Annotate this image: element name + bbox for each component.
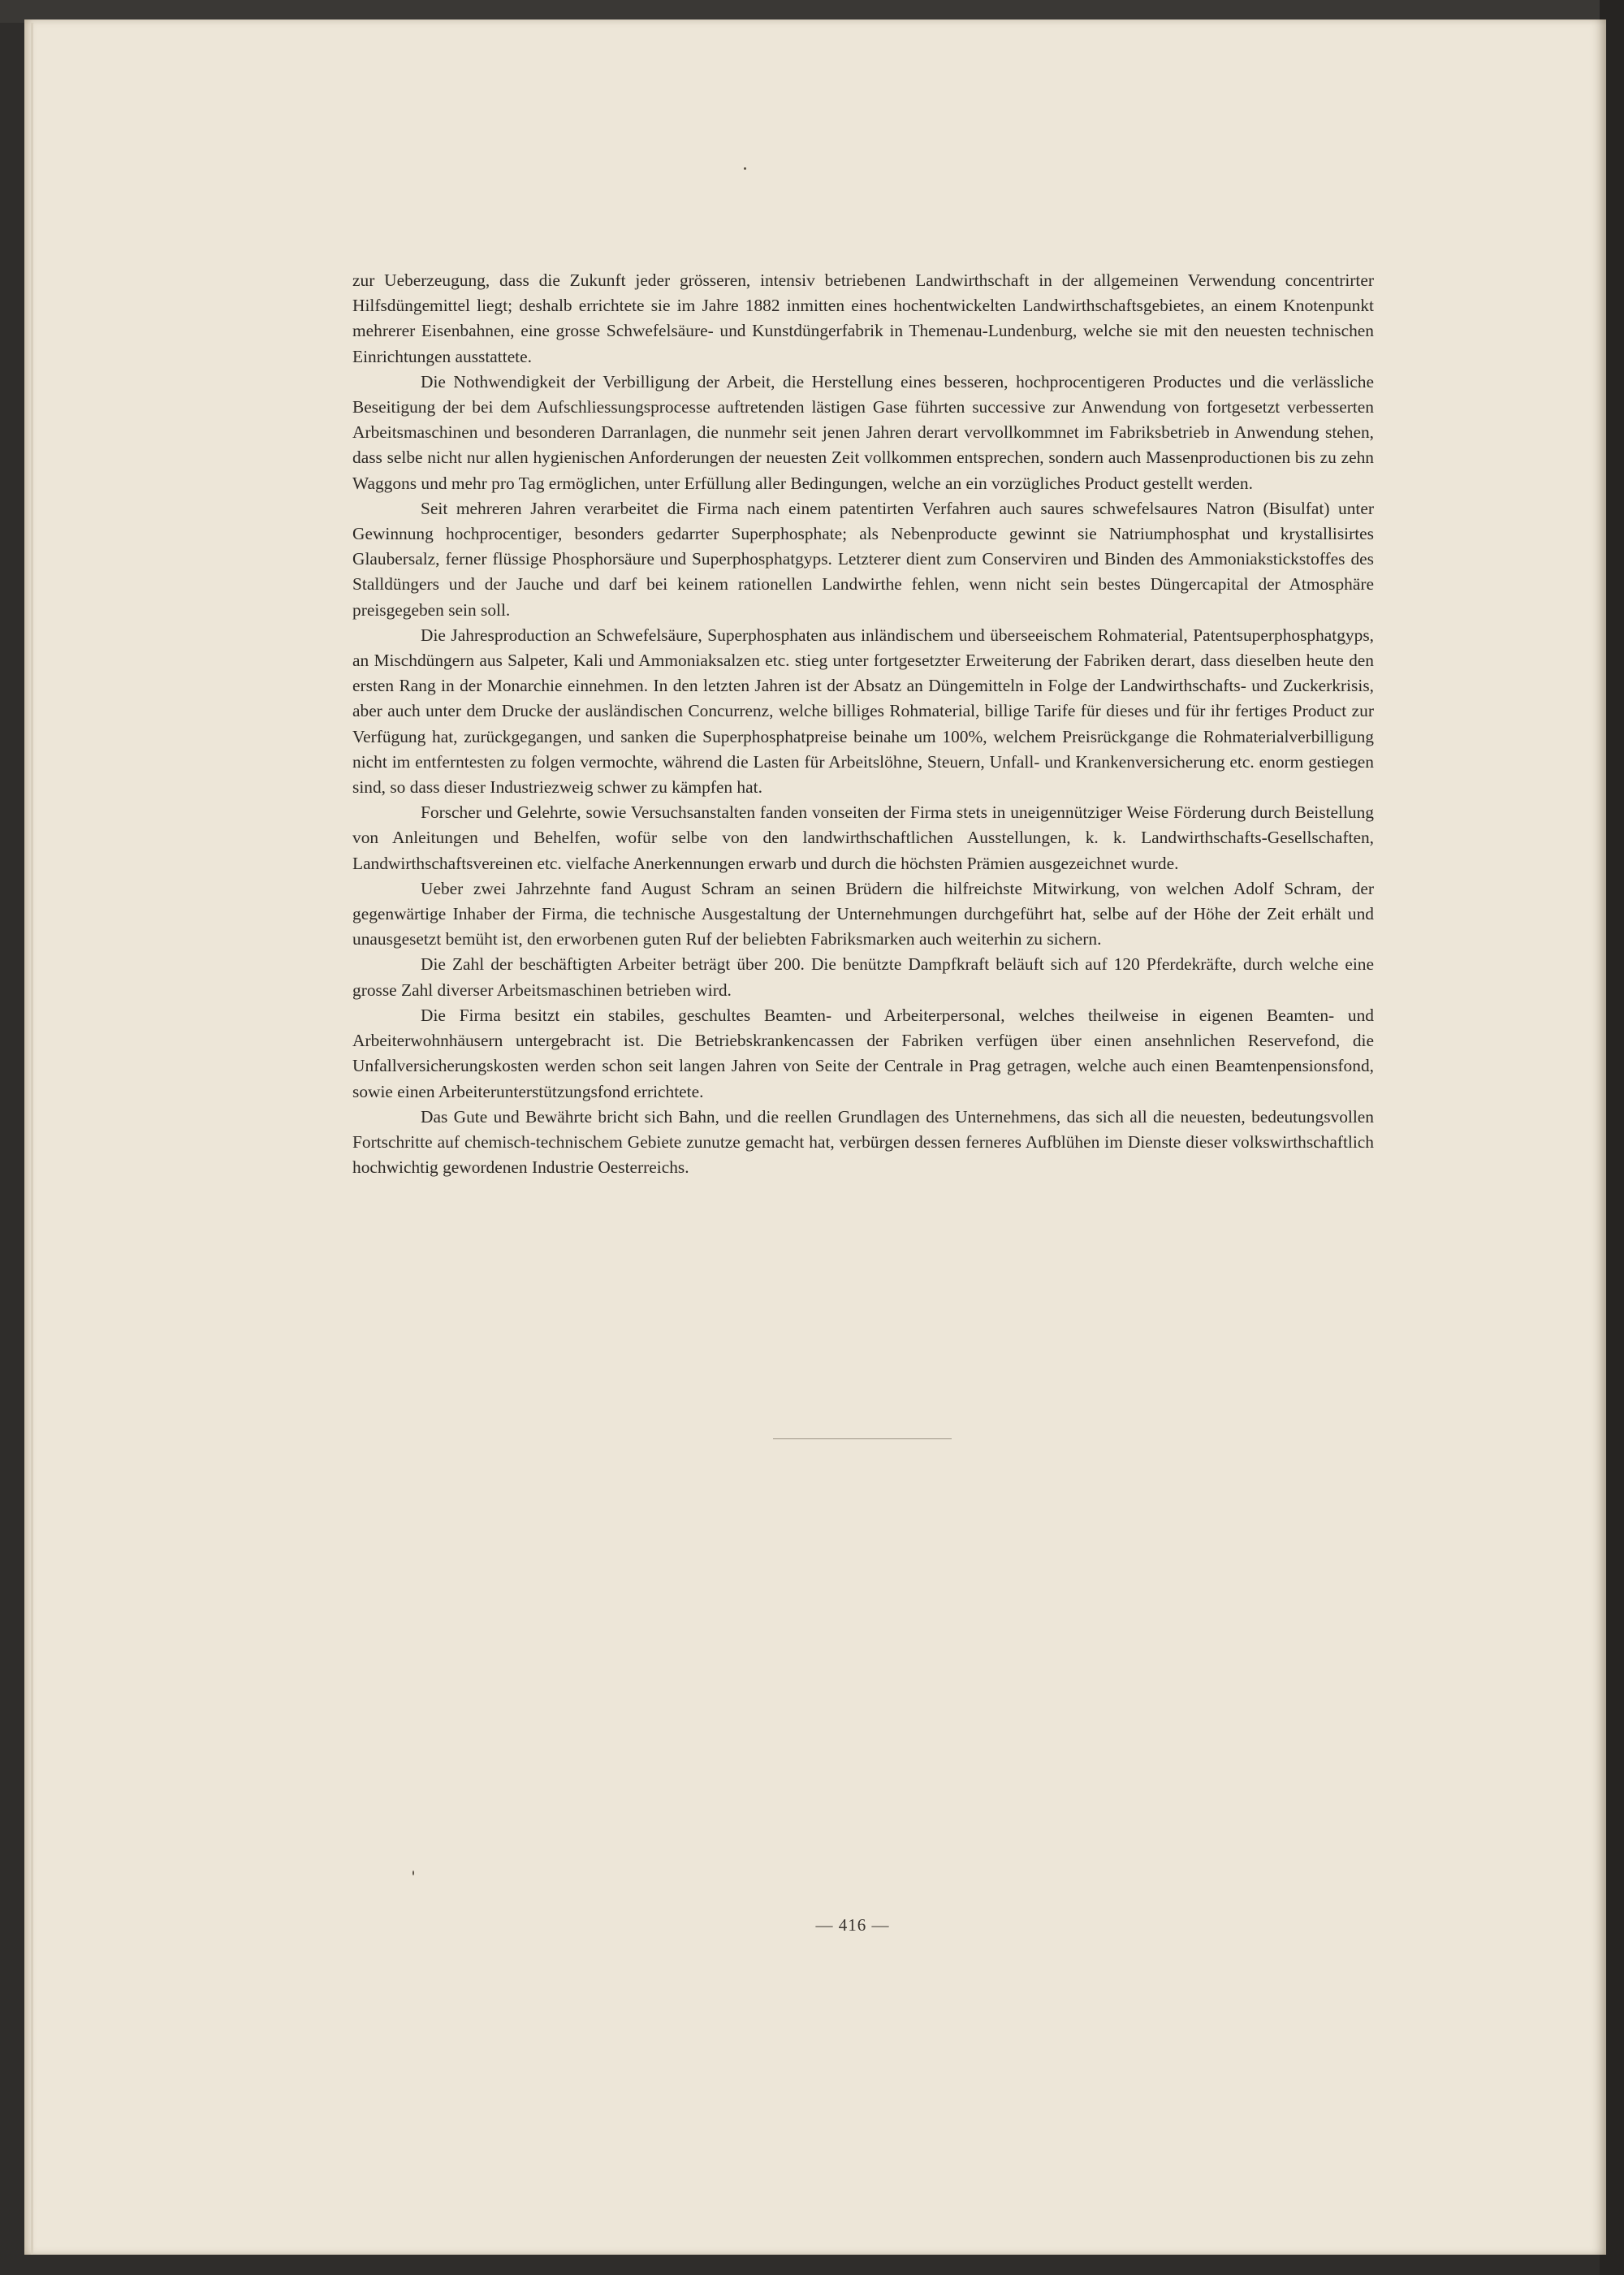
paragraph: Die Firma besitzt ein stabiles, geschultes Beamten- und Arbeiterpersonal, welches theilweise in eigenen Beamten- und Arbeiterwohnhäusern untergebracht ist. Die Betriebskrankencassen der Fabriken verfügen über einen ansehnlichen Reservefond, die Unfallversicherungskosten werden schon seit langen Jahren von Seite der Centrale in Prag getragen, welche auch einen Beamtenpensionsfond, sowie einen Arbeiterunterstützungsfond errichtete.: [352, 1005, 1374, 1101]
page-gutter-edge: [31, 23, 33, 2255]
paragraph: Seit mehreren Jahren verarbeitet die Firma nach einem patentirten Verfahren auch saures schwefelsaures Natron (Bisulfat) unter Gewinnung hochprocentiger, besonders gedarrter Superphosphate; als Nebenproducte gewinnt sie Natriumphosphat und krystallisirtes Glaubersalz, ferner flüssige Phosphorsäure und Superphosphatgyps. Letzterer dient zum Conserviren und Binden des Ammoniakstickstoffes des Stalldüngers und der Jauche und darf bei keinem rationellen Landwirthe fehlen, wenn nicht sein bestes Düngercapital der Atmosphäre preisgegeben sein soll.: [352, 498, 1374, 620]
paragraph: Die Zahl der beschäftigten Arbeiter beträgt über 200. Die benützte Dampfkraft beläuft sich auf 120 Pferdekräfte, durch welche eine grosse Zahl diverser Arbeitsmaschinen betrieben wird.: [352, 954, 1374, 1000]
paragraph: Ueber zwei Jahrzehnte fand August Schram an seinen Brüdern die hilfreichste Mitwirkung, von welchen Adolf Schram, der gegenwärtige Inhaber der Firma, die technische Ausgestaltung der Unternehmungen durchgeführt hat, selbe auf der Höhe der Zeit erhält und unausgesetzt bemüht ist, den erworbenen guten Ruf der beliebten Fabriksmarken auch weiterhin zu sichern.: [352, 878, 1374, 949]
paragraph: Das Gute und Bewährte bricht sich Bahn, und die reellen Grundlagen des Unternehmens, das sich all die neuesten, bedeutungsvollen Fortschritte auf chemisch-technischem Gebiete zunutze gemacht hat, verbürgen dessen ferneres Aufblühen im Dienste dieser volkswirthschaftlich hochwichtig gewordenen Industrie Oesterreichs.: [352, 1106, 1374, 1178]
paragraph: Forscher und Gelehrte, sowie Versuchsanstalten fanden vonseiten der Firma stets in uneigennütziger Weise Förderung durch Beistellung von Anleitungen und Behelfen, wofür selbe von den landwirthschaftlichen Ausstellungen, k. k. Landwirthschafts-Gesellschaften, Landwirthschaftsvereinen etc. vielfache Anerkennungen erwarb und durch die höchsten Prämien ausgezeichnet wurde.: [352, 802, 1374, 873]
paragraph: zur Ueberzeugung, dass die Zukunft jeder grösseren, intensiv betriebenen Landwirthschaft in der allgemeinen Verwendung concentrirter Hilfsdüngemittel liegt; deshalb errichtete sie im Jahre 1882 inmitten eines hochentwickelten Landwirthschaftsgebietes, an einem Knotenpunkt mehrerer Eisenbahnen, eine grosse Schwefelsäure- und Kunstdüngerfabrik in Themenau-Lundenburg, welche sie mit den neuesten technischen Einrichtungen ausstattete.: [352, 270, 1374, 366]
page-number: — 416 —: [815, 1915, 890, 1935]
paper-speck: [744, 167, 746, 170]
paragraph: Die Nothwendigkeit der Verbilligung der Arbeit, die Herstellung eines besseren, hochprocentigeren Productes und die verlässliche Beseitigung der bei dem Aufschliessungsprocesse auftretenden lästigen Gase führten successive zur Anwendung von fortgesetzt verbesserten Arbeitsmaschinen und besonderen Darranlagen, die nunmehr seit jenen Jahren derart vervollkommnet im Fabriksbetrieb in Anwendung stehen, dass selbe nicht nur allen hygienischen Anforderungen der neuesten Zeit vollkommen entsprechen, sondern auch Massenproductionen bis zu zehn Waggons und mehr pro Tag ermöglichen, unter Erfüllung aller Bedingungen, welche an ein vorzügliches Product gestellt werden.: [352, 371, 1374, 493]
paragraph: Die Jahresproduction an Schwefelsäure, Superphosphaten aus inländischem und überseeischem Rohmaterial, Patentsuperphosphatgyps, an Mischdüngern aus Salpeter, Kali und Ammoniaksalzen etc. stieg unter fortgesetzter Erweiterung der Fabriken derart, dass dieselben heute den ersten Rang in der Monarchie einnehmen. In den letzten Jahren ist der Absatz an Düngemitteln in Folge der Landwirthschafts- und Zuckerkrisis, aber auch unter dem Drucke der ausländischen Concurrenz, welche billiges Rohmaterial, billige Tarife für dieses und für ihr fertiges Product zur Verfügung hat, zurückgegangen, und sanken die Superphosphatpreise beinahe um 100%, welchem Preisrückgange die Rohmaterialverbilligung nicht im entferntesten zu folgen vermochte, während die Lasten für Arbeitslöhne, Steuern, Unfall- und Krankenversicherung etc. enorm gestiegen sind, so dass dieser Industriezweig schwer zu kämpfen hat.: [352, 625, 1374, 798]
paper-speck: [412, 1871, 414, 1875]
body-text: [352, 268, 1374, 1180]
section-divider: [773, 1438, 952, 1439]
